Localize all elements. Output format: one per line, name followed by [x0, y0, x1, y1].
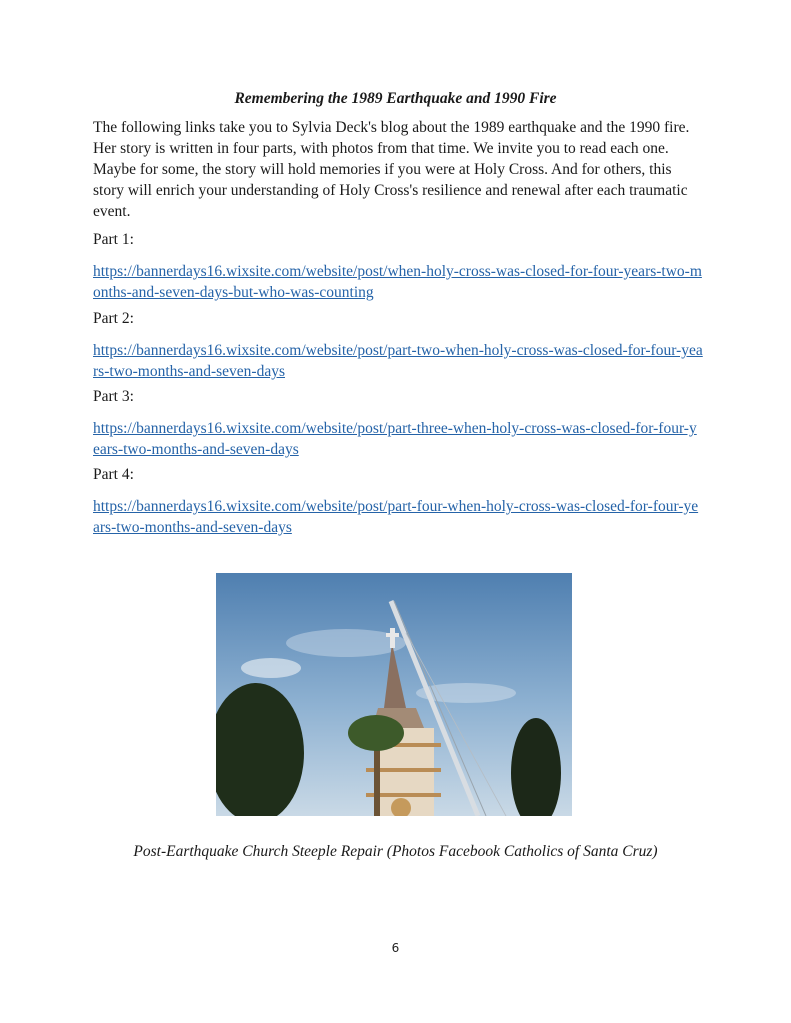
- photo-caption: Post-Earthquake Church Steeple Repair (Photos Facebook Catholics of Santa Cruz): [133, 843, 658, 860]
- part-3-label: Part 3:: [93, 388, 134, 405]
- part-4-link[interactable]: https://bannerdays16.wixsite.com/website/post/part-four-when-holy-cross-was-closed-for-four-years-two-months-and-seven-days: [93, 498, 699, 536]
- intro-paragraph: The following links take you to Sylvia Deck's blog about the 1989 earthquake and the 1990 fire. Her story is written in four parts, with photos from that time. We invite you to read each one. Maybe for some, the story will hold memories if you were at Holy Cross. And for others, this story will enrich your understanding of Holy Cross's resilience and renewal after each traumatic event.: [93, 119, 690, 220]
- part-1-label: Part 1:: [93, 231, 134, 248]
- document-title: Remembering the 1989 Earthquake and 1990 Fire: [234, 90, 557, 107]
- part-3-link[interactable]: https://bannerdays16.wixsite.com/website/post/part-three-when-holy-cross-was-closed-for-four-years-two-months-and-seven-days: [93, 420, 697, 458]
- part-2-label: Part 2:: [93, 310, 134, 327]
- part-2-link[interactable]: https://bannerdays16.wixsite.com/website/post/part-two-when-holy-cross-was-closed-for-four-years-two-months-and-seven-days: [93, 342, 703, 380]
- cloud: [241, 658, 301, 678]
- part-4-label: Part 4:: [93, 466, 134, 483]
- part-1-link[interactable]: https://bannerdays16.wixsite.com/website/post/when-holy-cross-was-closed-for-four-years-two-months-and-seven-days-but-who-was-counting: [93, 263, 702, 301]
- steeple-repair-photo: [216, 573, 572, 816]
- page-number: 6: [391, 941, 400, 955]
